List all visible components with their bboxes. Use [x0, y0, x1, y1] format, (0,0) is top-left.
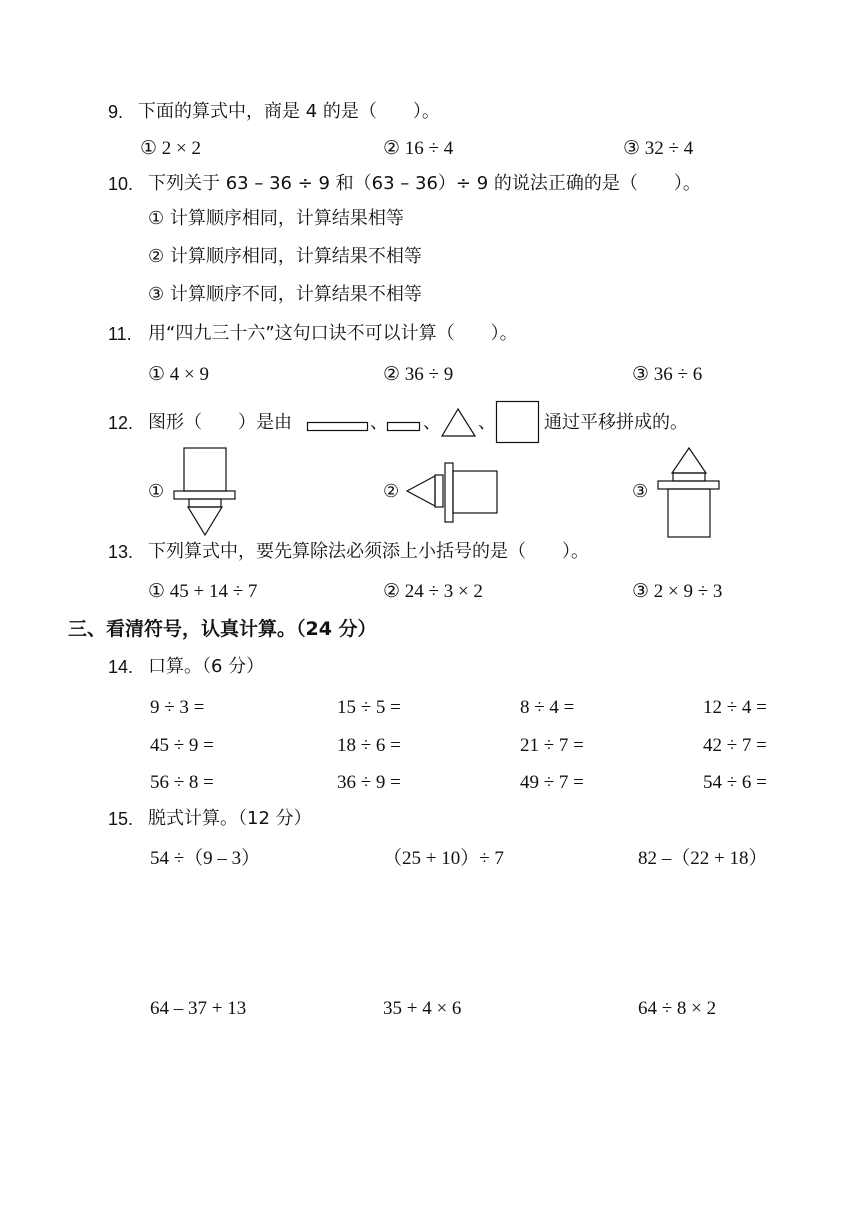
- section-3-title: 三、看清符号，认真计算。（24 分）: [68, 618, 377, 640]
- triangle-shape: [441, 408, 477, 438]
- step-calc-item: 35 + 4 × 6: [383, 998, 462, 1019]
- q13-option-2: ② 24 ÷ 3 × 2: [383, 581, 483, 602]
- q12-option-2-mark: ②: [383, 481, 400, 502]
- q9-text: 下面的算式中，商是 4 的是（ ）。: [138, 101, 440, 122]
- q13-option-1: ① 45 + 14 ÷ 7: [148, 581, 258, 602]
- square-shape: [496, 401, 540, 444]
- q12-number: 12.: [108, 413, 134, 433]
- q10-text: 下列关于 63 – 36 ÷ 9 和（63 – 36）÷ 9 的说法正确的是（ ）。: [148, 173, 701, 194]
- q9-option-1: ① 2 × 2: [140, 138, 201, 159]
- step-calc-item: 82 –（22 + 18）: [638, 848, 768, 869]
- oral-calc-item: 9 ÷ 3 =: [150, 697, 205, 718]
- q13-number: 13.: [108, 542, 134, 562]
- step-calc-item: 64 – 37 + 13: [150, 998, 247, 1019]
- q11-option-2: ② 36 ÷ 9: [383, 364, 454, 385]
- q14-number: 14.: [108, 657, 134, 677]
- oral-calc-item: 36 ÷ 9 =: [337, 772, 401, 793]
- oral-calc-item: 49 ÷ 7 =: [520, 772, 584, 793]
- q12-text-before: 图形（ ）是由: [148, 412, 292, 433]
- q10-option-1: ① 计算顺序相同，计算结果相等: [148, 208, 404, 229]
- q12-option-3-figure: [654, 446, 724, 540]
- q15-number: 15.: [108, 809, 134, 829]
- step-calc-item: 54 ÷（9 – 3）: [150, 848, 261, 869]
- shape-separator-1: 、: [370, 412, 388, 433]
- q11-text: 用“四九三十六”这句口诀不可以计算（ ）。: [148, 323, 518, 344]
- q10-option-2: ② 计算顺序相同，计算结果不相等: [148, 246, 422, 267]
- oral-calc-item: 42 ÷ 7 =: [703, 735, 767, 756]
- long-rectangle-shape: [307, 422, 369, 432]
- q9-option-3: ③ 32 ÷ 4: [623, 138, 694, 159]
- q11-option-3: ③ 36 ÷ 6: [632, 364, 703, 385]
- q12-option-2-figure: [405, 461, 500, 525]
- shape-separator-2: 、: [423, 412, 441, 433]
- q9-number: 9.: [108, 102, 124, 122]
- oral-calc-item: 12 ÷ 4 =: [703, 697, 767, 718]
- oral-calc-item: 18 ÷ 6 =: [337, 735, 401, 756]
- q9-option-2: ② 16 ÷ 4: [383, 138, 454, 159]
- q11-option-1: ① 4 × 9: [148, 364, 209, 385]
- shape-separator-3: 、: [478, 412, 496, 433]
- oral-calc-item: 21 ÷ 7 =: [520, 735, 584, 756]
- q12-option-1-mark: ①: [148, 481, 165, 502]
- q11-number: 11.: [108, 324, 132, 344]
- q12-option-3-mark: ③: [632, 481, 649, 502]
- q14-text: 口算。（6 分）: [148, 656, 265, 677]
- oral-calc-item: 15 ÷ 5 =: [337, 697, 401, 718]
- oral-calc-item: 54 ÷ 6 =: [703, 772, 767, 793]
- q13-text: 下列算式中，要先算除法必须添上小括号的是（ ）。: [148, 541, 589, 562]
- q10-option-3: ③ 计算顺序不同，计算结果不相等: [148, 284, 422, 305]
- q15-text: 脱式计算。（12 分）: [148, 808, 312, 829]
- short-rectangle-shape: [387, 422, 421, 432]
- oral-calc-item: 45 ÷ 9 =: [150, 735, 214, 756]
- step-calc-item: （25 + 10）÷ 7: [383, 848, 504, 869]
- step-calc-item: 64 ÷ 8 × 2: [638, 998, 717, 1019]
- q13-option-3: ③ 2 × 9 ÷ 3: [632, 581, 723, 602]
- oral-calc-item: 56 ÷ 8 =: [150, 772, 214, 793]
- q12-text-after: 通过平移拼成的。: [544, 412, 688, 433]
- oral-calc-item: 8 ÷ 4 =: [520, 697, 575, 718]
- q12-option-1-figure: [170, 446, 240, 538]
- q10-number: 10.: [108, 174, 134, 194]
